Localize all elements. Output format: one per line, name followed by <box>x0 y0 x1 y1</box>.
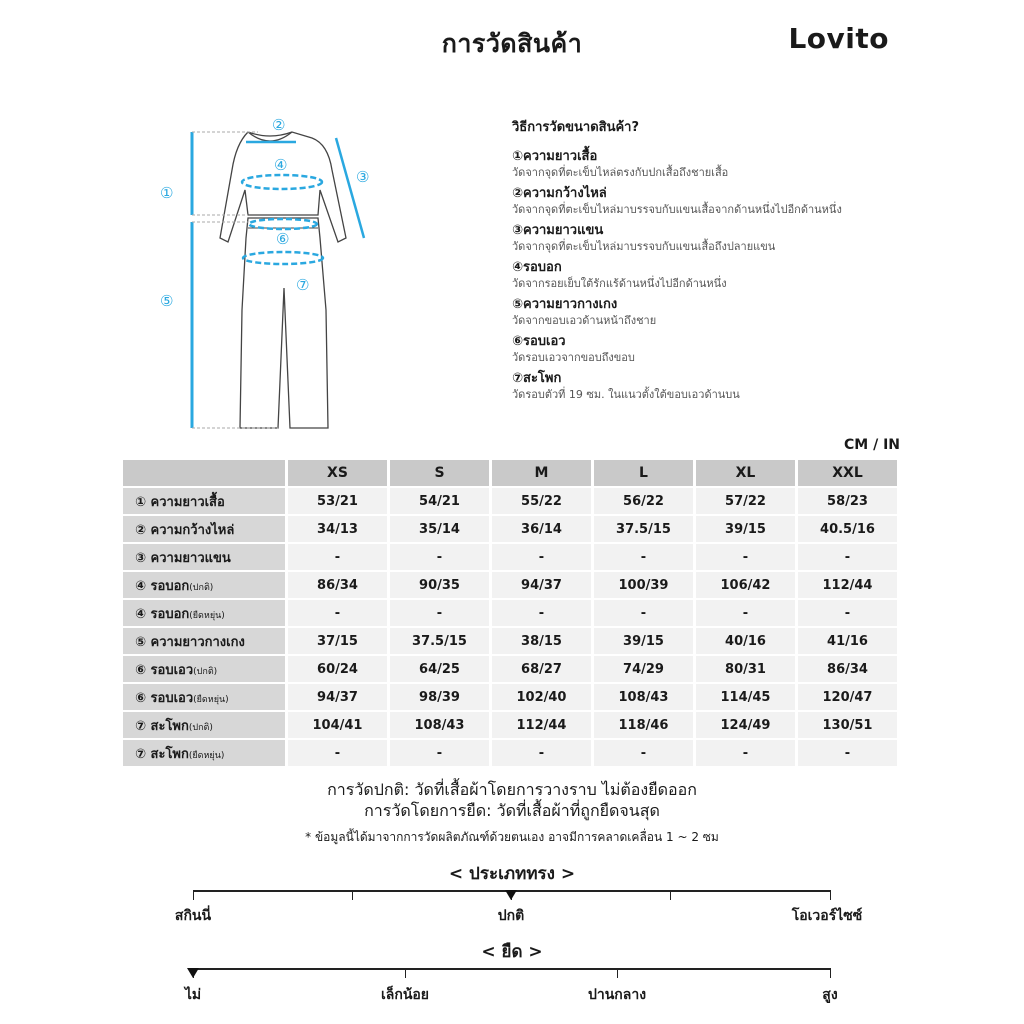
table-cell: 106/42 <box>696 572 795 598</box>
row-label <box>123 712 285 738</box>
table-cell: 60/24 <box>288 656 387 682</box>
row-label-qualifier: (ปกติ) <box>193 666 218 677</box>
guide-item-desc: วัดจากจุดที่ตะเข็บไหล่มาบรรจบกับแขนเสื้อจากด้านหนึ่งไปอีกด้านหนึ่ง <box>512 203 842 216</box>
pants-outline <box>240 218 328 428</box>
row-label-text: ⑤ ความยาวกางเกง <box>135 634 245 650</box>
table-cell: - <box>288 600 387 626</box>
guide-item-desc: วัดรอบเอวจากขอบถึงขอบ <box>512 351 635 364</box>
table-cell: 57/22 <box>696 488 795 514</box>
table-row <box>123 656 897 682</box>
stretch-scale-axis <box>193 968 831 970</box>
fit-scale-tick <box>670 890 671 900</box>
table-row <box>123 684 897 710</box>
guide-item-desc: วัดจากจุดที่ตะเข็บไหล่มาบรรจบกับแขนเสื้อถึงปลายแขน <box>512 240 776 253</box>
marker-5: ⑤ <box>160 292 174 310</box>
table-cell: 100/39 <box>594 572 693 598</box>
row-label-text: ① ความยาวเสื้อ <box>135 494 225 510</box>
size-table <box>120 458 900 768</box>
guide-item-title: ⑦สะโพก <box>512 371 562 386</box>
table-cell: 104/41 <box>288 712 387 738</box>
table-cell: 90/35 <box>390 572 489 598</box>
table-cell: 53/21 <box>288 488 387 514</box>
stretch-scale-title: < ยืด > <box>481 942 543 962</box>
table-cell: - <box>390 600 489 626</box>
table-cell: 54/21 <box>390 488 489 514</box>
table-cell: 37.5/15 <box>390 628 489 654</box>
row-label <box>123 516 285 542</box>
size-header: XS <box>288 460 387 486</box>
stretch-label-high: สูง <box>822 987 838 1003</box>
table-cell: - <box>492 740 591 766</box>
table-row <box>123 600 897 626</box>
table-cell: 120/47 <box>798 684 897 710</box>
table-cell: - <box>492 544 591 570</box>
guide-heading: วิธีการวัดขนาดสินค้า? <box>512 120 640 135</box>
row-label <box>123 656 285 682</box>
table-cell: 102/40 <box>492 684 591 710</box>
table-cell: - <box>798 740 897 766</box>
table-cell: 98/39 <box>390 684 489 710</box>
table-row <box>123 488 897 514</box>
row-label <box>123 684 285 710</box>
table-cell: - <box>594 600 693 626</box>
table-row <box>123 516 897 542</box>
guide-item-title: ⑥รอบเอว <box>512 334 566 349</box>
table-cell: 118/46 <box>594 712 693 738</box>
table-cell: 40/16 <box>696 628 795 654</box>
table-cell: 112/44 <box>492 712 591 738</box>
table-cell: 40.5/16 <box>798 516 897 542</box>
guide-item <box>512 297 912 328</box>
table-cell: 55/22 <box>492 488 591 514</box>
brand-logo: Lovito <box>788 22 889 55</box>
table-row <box>123 712 897 738</box>
row-label-text: ⑦ สะโพก <box>135 746 189 762</box>
marker-7: ⑦ <box>296 276 310 294</box>
table-cell: - <box>798 544 897 570</box>
guide-item <box>512 149 912 180</box>
table-cell: - <box>390 740 489 766</box>
marker-1: ① <box>160 184 174 202</box>
guide-item <box>512 371 912 402</box>
fit-scale-title: < ประเภททรง > <box>448 864 576 884</box>
guide-item <box>512 223 912 254</box>
row-label-text: ⑥ รอบเอว <box>135 690 194 706</box>
table-header-row <box>123 460 897 486</box>
table-cell: - <box>696 740 795 766</box>
stretch-scale-tick <box>405 968 406 978</box>
row-label-qualifier: (ยืดหยุ่น) <box>189 610 225 621</box>
table-cell: 130/51 <box>798 712 897 738</box>
guide-item-title: ⑤ความยาวกางเกง <box>512 297 618 312</box>
size-header: M <box>492 460 591 486</box>
fit-scale-tick <box>830 890 831 900</box>
table-cell: - <box>696 544 795 570</box>
note-stretch-measure: การวัดโดยการยืด: วัดที่เสื้อผ้าที่ถูกยืดจนสุด <box>364 801 660 820</box>
table-cell: 36/14 <box>492 516 591 542</box>
size-header: XL <box>696 460 795 486</box>
stretch-scale-tick <box>830 968 831 978</box>
table-cell: 68/27 <box>492 656 591 682</box>
table-cell: - <box>696 600 795 626</box>
row-label <box>123 628 285 654</box>
table-cell: - <box>798 600 897 626</box>
fit-label-skinny: สกินนี่ <box>174 908 212 924</box>
table-body <box>123 488 897 766</box>
row-label-text: ④ รอบอก <box>135 606 190 622</box>
row-label <box>123 572 285 598</box>
marker-6: ⑥ <box>276 230 290 248</box>
row-label-qualifier: (ปกติ) <box>189 582 214 593</box>
stretch-label-none: ไม่ <box>184 987 202 1003</box>
garment-illustration <box>150 110 390 440</box>
table-cell: 39/15 <box>696 516 795 542</box>
row-label <box>123 740 285 766</box>
guide-item-desc: วัดจากขอบเอวด้านหน้าถึงชาย <box>512 314 657 327</box>
guide-item-title: ②ความกว้างไหล่ <box>512 186 607 201</box>
guide-item-title: ③ความยาวแขน <box>512 223 604 238</box>
table-cell: 80/31 <box>696 656 795 682</box>
guide-item <box>512 186 912 217</box>
table-corner <box>123 460 285 486</box>
table-cell: - <box>288 544 387 570</box>
table-cell: 64/25 <box>390 656 489 682</box>
guide-item <box>512 334 912 365</box>
size-header: S <box>390 460 489 486</box>
note-disclaimer: * ข้อมูลนี้ได้มาจากการวัดผลิตภัณฑ์ด้วยตนเอง อาจมีการคลาดเคลื่อน 1 ~ 2 ซม <box>305 830 719 844</box>
table-cell: - <box>594 740 693 766</box>
guide-item-desc: วัดจากจุดที่ตะเข็บไหล่ตรงกับปกเสื้อถึงชายเสื้อ <box>512 166 729 179</box>
marker-3: ③ <box>356 168 370 186</box>
fit-scale-tick <box>193 890 194 900</box>
stretch-label-slight: เล็กน้อย <box>380 987 430 1003</box>
unit-label: CM / IN <box>844 437 900 453</box>
table-cell: 112/44 <box>798 572 897 598</box>
table-cell: 86/34 <box>798 656 897 682</box>
table-cell: 108/43 <box>390 712 489 738</box>
table-cell: - <box>594 544 693 570</box>
table-cell: 34/13 <box>288 516 387 542</box>
table-cell: 58/23 <box>798 488 897 514</box>
row-label-qualifier: (ยืดหยุ่น) <box>188 750 225 761</box>
table-cell: 94/37 <box>288 684 387 710</box>
table-cell: 35/14 <box>390 516 489 542</box>
row-label-text: ④ รอบอก <box>135 578 190 594</box>
table-cell: 39/15 <box>594 628 693 654</box>
guide-item-title: ①ความยาวเสื้อ <box>512 149 598 164</box>
table-cell: 56/22 <box>594 488 693 514</box>
fit-label-regular: ปกติ <box>497 908 525 924</box>
size-header: L <box>594 460 693 486</box>
row-label <box>123 488 285 514</box>
row-label-qualifier: (ยืดหยุ่น) <box>193 694 229 705</box>
table-cell: 86/34 <box>288 572 387 598</box>
row-label-text: ② ความกว้างไหล่ <box>135 522 235 538</box>
fit-scale-tick <box>352 890 353 900</box>
fit-label-oversize: โอเวอร์ไซซ์ <box>791 908 863 924</box>
row-label-text: ⑦ สะโพก <box>135 718 189 734</box>
table-cell: 124/49 <box>696 712 795 738</box>
row-label <box>123 600 285 626</box>
table-cell: 74/29 <box>594 656 693 682</box>
marker-4: ④ <box>274 156 288 174</box>
guide-item-desc: วัดจากรอยเย็บใต้รักแร้ด้านหนึ่งไปอีกด้านหนึ่ง <box>512 277 727 290</box>
fit-scale-marker <box>505 890 517 900</box>
marker-2: ② <box>272 116 286 134</box>
top-outline <box>220 132 346 242</box>
size-header: XXL <box>798 460 897 486</box>
table-cell: - <box>492 600 591 626</box>
table-cell: 37.5/15 <box>594 516 693 542</box>
table-row <box>123 628 897 654</box>
guide-item <box>512 260 912 291</box>
row-label-qualifier: (ปกติ) <box>188 722 213 733</box>
row-label-text: ⑥ รอบเอว <box>135 662 194 678</box>
table-cell: 38/15 <box>492 628 591 654</box>
row-label <box>123 544 285 570</box>
table-cell: 114/45 <box>696 684 795 710</box>
table-cell: - <box>390 544 489 570</box>
table-cell: 37/15 <box>288 628 387 654</box>
page-title: การวัดสินค้า <box>441 29 583 58</box>
table-row <box>123 740 897 766</box>
table-cell: 108/43 <box>594 684 693 710</box>
stretch-scale-marker <box>187 968 199 978</box>
guide-item-desc: วัดรอบตัวที่ 19 ซม. ในแนวตั้งใต้ขอบเอวด้านบน <box>512 388 740 401</box>
guide-item-title: ④รอบอก <box>512 260 562 275</box>
stretch-label-medium: ปานกลาง <box>587 987 647 1003</box>
stretch-scale-tick <box>617 968 618 978</box>
table-cell: 41/16 <box>798 628 897 654</box>
row-label-text: ③ ความยาวแขน <box>135 550 231 566</box>
table-cell: - <box>288 740 387 766</box>
table-row <box>123 544 897 570</box>
note-normal-measure: การวัดปกติ: วัดที่เสื้อผ้าโดยการวางราบ ไม่ต้องยืดออก <box>327 780 697 799</box>
measurement-guide <box>512 116 912 408</box>
table-cell: 94/37 <box>492 572 591 598</box>
table-row <box>123 572 897 598</box>
